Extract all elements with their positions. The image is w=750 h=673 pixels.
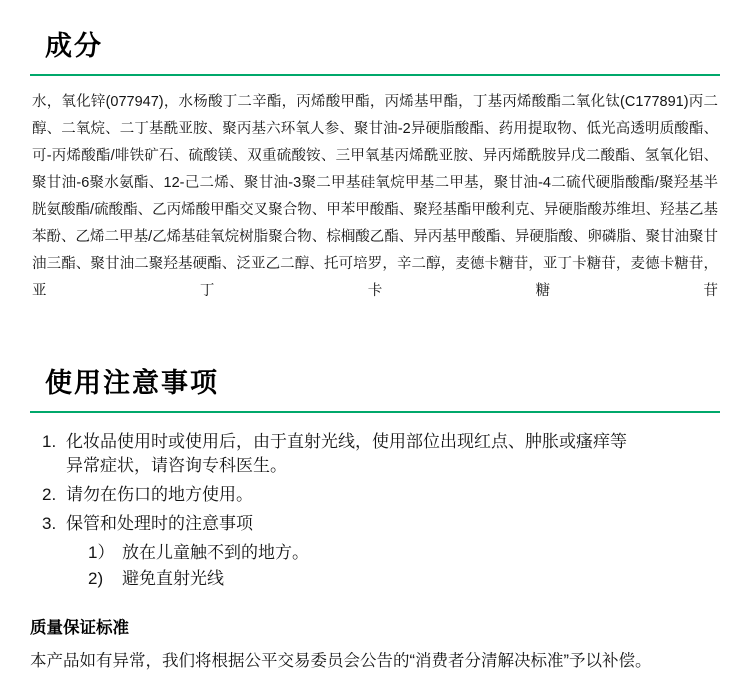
precaution-item-1-text: 化妆品使用时或使用后，由于直射光线，使用部位出现红点、肿胀或瘙痒等异常症状，请咨询专科医生。 xyxy=(66,432,627,475)
ingredients-text: 水，氧化锌(077947)，水杨酸丁二辛酯，丙烯酸甲酯，丙烯基甲酯，丁基丙烯酸酯二氧化钛(C177891)丙二醇、二氧烷、二丁基酰亚胺、聚丙基六环氧人参、聚甘油-2异硬脂酸酯、药用提取物、低光高透明质酸酯、可-丙烯酸酯/啡铁矿石、硫酸镁、双重硫酸铵、三甲氧基丙烯酰亚胺、异丙烯酰胺异戊二酸酯、氢氧化铝、聚甘油-6聚水氨酯、12-己二烯、聚甘油-3聚二甲基硅氧烷甲基二甲基，聚甘油-4二硫代硬脂酸酯/聚羟基半胱氨酸酯/硫酸酯、乙丙烯酸甲酯交叉聚合物、甲苯甲酸酯、聚羟基酯甲酸利克、异硬脂酸苏维坦、羟基乙基苯酚、乙烯二甲基/乙烯基硅氧烷树脂聚合物、棕榈酸乙酯、异丙基甲酸酯、异硬脂酸、卵磷脂、聚甘油聚甘油三酯、聚甘油二聚羟基硬酯、泛亚乙二醇、托可培罗，辛二醇，麦德卡糖苷，亚丁卡糖苷，麦德卡糖苷，亚丁卡糖苷 xyxy=(32,94,718,299)
precaution-item-3-text: 保管和处理时的注意事项 xyxy=(66,514,253,533)
precaution-sub-item-2-number: 2) xyxy=(88,569,104,588)
precaution-item-1 xyxy=(42,430,720,478)
precautions-section xyxy=(30,361,720,591)
precaution-item-2-number: 2. xyxy=(42,485,57,504)
precaution-sub-item-1-number: 1） xyxy=(88,543,115,562)
ingredients-divider xyxy=(30,74,720,76)
ingredients-heading: 成分 xyxy=(45,31,103,61)
precaution-item-2-text: 请勿在伤口的地方使用。 xyxy=(66,485,253,504)
quality-section xyxy=(30,614,720,671)
precaution-sub-item-2-text: 避免直射光线 xyxy=(122,569,224,588)
precaution-item-1-number: 1. xyxy=(42,432,57,451)
quality-text: 本产品如有异常，我们将根据公平交易委员会公告的“消费者分清解决标准”予以补偿。 xyxy=(30,652,652,670)
precaution-sub-item-2 xyxy=(88,567,720,591)
precautions-heading: 使用注意事项 xyxy=(45,368,219,398)
precautions-divider xyxy=(30,411,720,413)
precautions-sub-list xyxy=(88,541,720,591)
precaution-sub-item-1 xyxy=(88,541,720,565)
precaution-item-2 xyxy=(42,483,720,507)
quality-heading: 质量保证标准 xyxy=(30,619,129,637)
ingredients-section xyxy=(30,24,720,305)
precautions-list xyxy=(42,430,720,591)
precaution-item-3 xyxy=(42,512,720,536)
precaution-sub-item-1-text: 放在儿童触不到的地方。 xyxy=(122,543,309,562)
precaution-item-3-number: 3. xyxy=(42,514,57,533)
